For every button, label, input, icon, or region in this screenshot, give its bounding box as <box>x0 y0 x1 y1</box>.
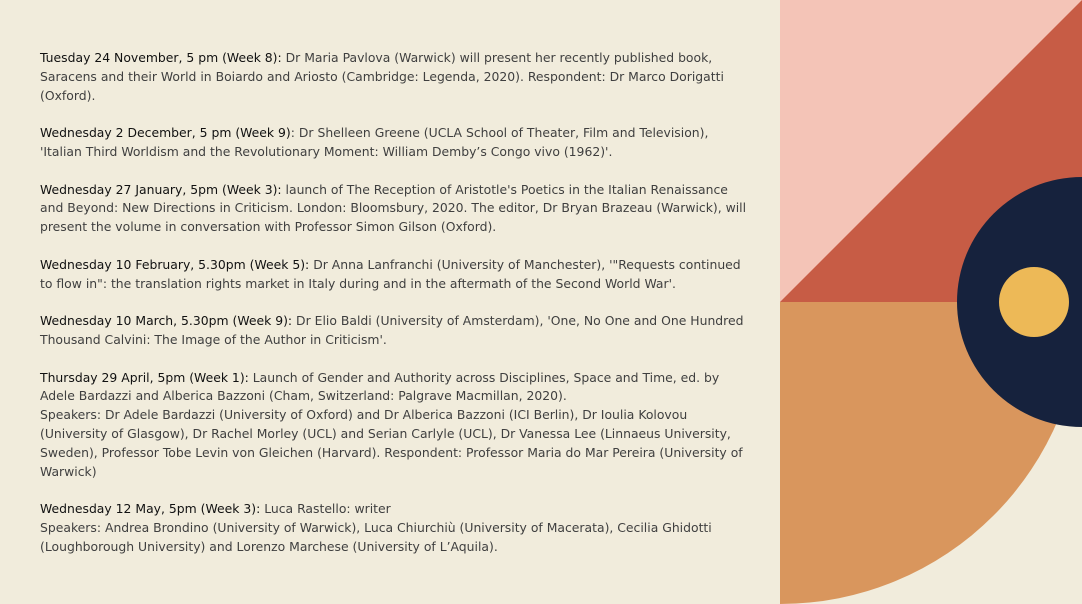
event-item <box>40 312 750 350</box>
event-date: Wednesday 12 May, 5pm (Week 3): <box>40 501 261 517</box>
event-item <box>40 369 750 482</box>
event-description: Launch of Gender and Authority across Disciplines, Space and Time, ed. by Adele Bardazzi and Alberica Bazzoni (Cham, Switzerland: Palgrave Macmillan, 2020). <box>40 369 720 404</box>
event-description: : Dr Shelleen Greene (UCLA School of Theater, Film and Television), 'Italian Third Worldism and the Revolutionary Moment: William Demby’s Congo vivo (1962)'. <box>40 125 709 159</box>
event-description: Dr Maria Pavlova (Warwick) will present her recently published book, Saracens and their World in Boiardo and Ariosto (Cambridge: Legenda, 2020). Respondent: Dr Marco Dorigatti (Oxford). <box>40 50 724 103</box>
event-description: Dr Elio Baldi (University of Amsterdam), 'One, No One and One Hundred Thousand Calvini: The Image of the Author in Criticism'. <box>40 313 744 347</box>
event-description: Dr Anna Lanfranchi (University of Manchester), '"Requests continued to flow in": the translation rights market in Italy during and in the aftermath of the Second World War'. <box>40 256 741 291</box>
event-item <box>40 500 750 556</box>
event-list <box>40 49 750 575</box>
yellow-circle <box>999 267 1069 337</box>
event-item <box>40 124 750 162</box>
event-description: Luca Rastello: writer <box>260 501 391 517</box>
event-item <box>40 181 750 237</box>
event-date: Wednesday 27 January, 5pm (Week 3): <box>40 181 282 197</box>
event-date: Wednesday 10 March, 5.30pm (Week 9): <box>40 313 293 329</box>
event-date: Thursday 29 April, 5pm (Week 1): <box>40 369 249 385</box>
event-speakers: Speakers: Dr Adele Bardazzi (University of Oxford) and Dr Alberica Bazzoni (ICI Berlin), Dr Ioulia Kolovou (University of Glasgow), Dr Rachel Morley (UCL) and Serian Carlyle (UCL), Dr Vanessa Lee (Linnaeus University, Sweden), Professor Tobe Levin von Gleichen (Harvard). Respondent: Professor Maria do Mar Pereira (University of Warwick) <box>40 407 743 479</box>
event-item <box>40 49 750 105</box>
decorative-geometric-art <box>780 0 1082 604</box>
event-date: Tuesday 24 November, 5 pm (Week 8): <box>40 50 282 65</box>
event-item <box>40 256 750 294</box>
event-date: Wednesday 2 December, 5 pm (Week 9) <box>40 125 291 141</box>
event-speakers: Speakers: Andrea Brondino (University of Warwick), Luca Chiurchiù (University of Macerata), Cecilia Ghidotti (Loughborough University) and Lorenzo Marchese (University of L’Aquila). <box>40 519 712 554</box>
event-description: launch of The Reception of Aristotle's Poetics in the Italian Renaissance and Beyond: New Directions in Criticism. London: Bloomsbury, 2020. The editor, Dr Bryan Brazeau (Warwick), will present the volume in conversation with Professor Simon Gilson (Oxford). <box>40 181 747 235</box>
event-date: Wednesday 10 February, 5.30pm (Week 5): <box>40 256 310 272</box>
